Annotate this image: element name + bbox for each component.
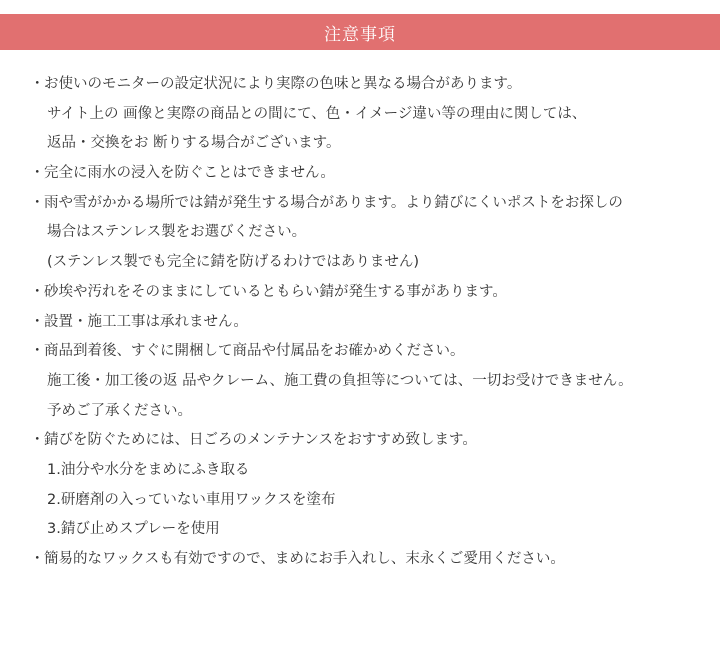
note-text: 商品到着後、すぐに開梱して商品や付属品をお確かめください。	[44, 343, 465, 360]
note-text: 2.研磨剤の入っていない車用ワックスを塗布	[47, 491, 336, 508]
bullet-mark: ・	[30, 313, 45, 330]
note-text: 予めご了承ください。	[47, 402, 192, 419]
note-line	[30, 486, 710, 516]
note-line	[30, 70, 710, 100]
note-text: 簡易的なワックスも有効ですので、まめにお手入れし、末永くご愛用ください。	[44, 551, 565, 567]
note-line	[30, 218, 710, 248]
section-header	[0, 14, 720, 50]
bullet-mark: ・	[30, 76, 45, 92]
note-text: 設置・施工工事は承れません。	[44, 313, 248, 330]
note-line	[30, 367, 710, 397]
note-text: 3.錆び止めスプレーを使用	[47, 521, 220, 538]
bullet-mark: ・	[30, 194, 45, 211]
note-line	[30, 189, 710, 219]
note-text: 錆びを防ぐためには、日ごろのメンテナンスをおすすめ致します。	[44, 432, 477, 449]
note-line	[30, 337, 710, 367]
note-text: サイト上の 画像と実際の商品との間にて、色・イメージ違い等の理由に関しては、	[47, 105, 587, 122]
note-line	[30, 100, 710, 130]
note-line	[30, 426, 710, 456]
note-text: 完全に雨水の浸入を防ぐことはできません。	[44, 165, 335, 182]
bullet-mark: ・	[30, 432, 45, 449]
note-text: 返品・交換をお 断りする場合がございます。	[47, 135, 341, 152]
note-text: 1.油分や水分をまめにふき取る	[47, 461, 250, 478]
note-line	[30, 545, 710, 575]
bullet-mark: ・	[30, 165, 45, 182]
notes-list	[30, 70, 710, 575]
note-text: お使いのモニターの設定状況により実際の色味と異なる場合があります。	[44, 76, 522, 92]
note-line	[30, 308, 710, 338]
note-text: 雨や雪がかかる場所では錆が発生する場合があります。より錆びにくいポストをお探しの	[44, 194, 623, 211]
note-line	[30, 248, 710, 278]
note-text: (ステンレス製でも完全に錆を防げるわけではありません)	[47, 254, 419, 271]
note-text: 施工後・加工後の返 品やクレーム、施工費の負担等については、一切お受けできません。	[47, 372, 633, 389]
note-text: 砂埃や汚れをそのままにしているともらい錆が発生する事があります。	[44, 283, 507, 300]
bullet-mark: ・	[30, 551, 45, 567]
note-line	[30, 515, 710, 545]
note-line	[30, 397, 710, 427]
note-line	[30, 278, 710, 308]
note-line	[30, 159, 710, 189]
note-line	[30, 129, 710, 159]
section-title: 注意事項	[324, 24, 396, 45]
note-text: 場合はステンレス製をお選びください。	[47, 224, 307, 241]
bullet-mark: ・	[30, 343, 45, 360]
note-line	[30, 456, 710, 486]
bullet-mark: ・	[30, 283, 45, 300]
